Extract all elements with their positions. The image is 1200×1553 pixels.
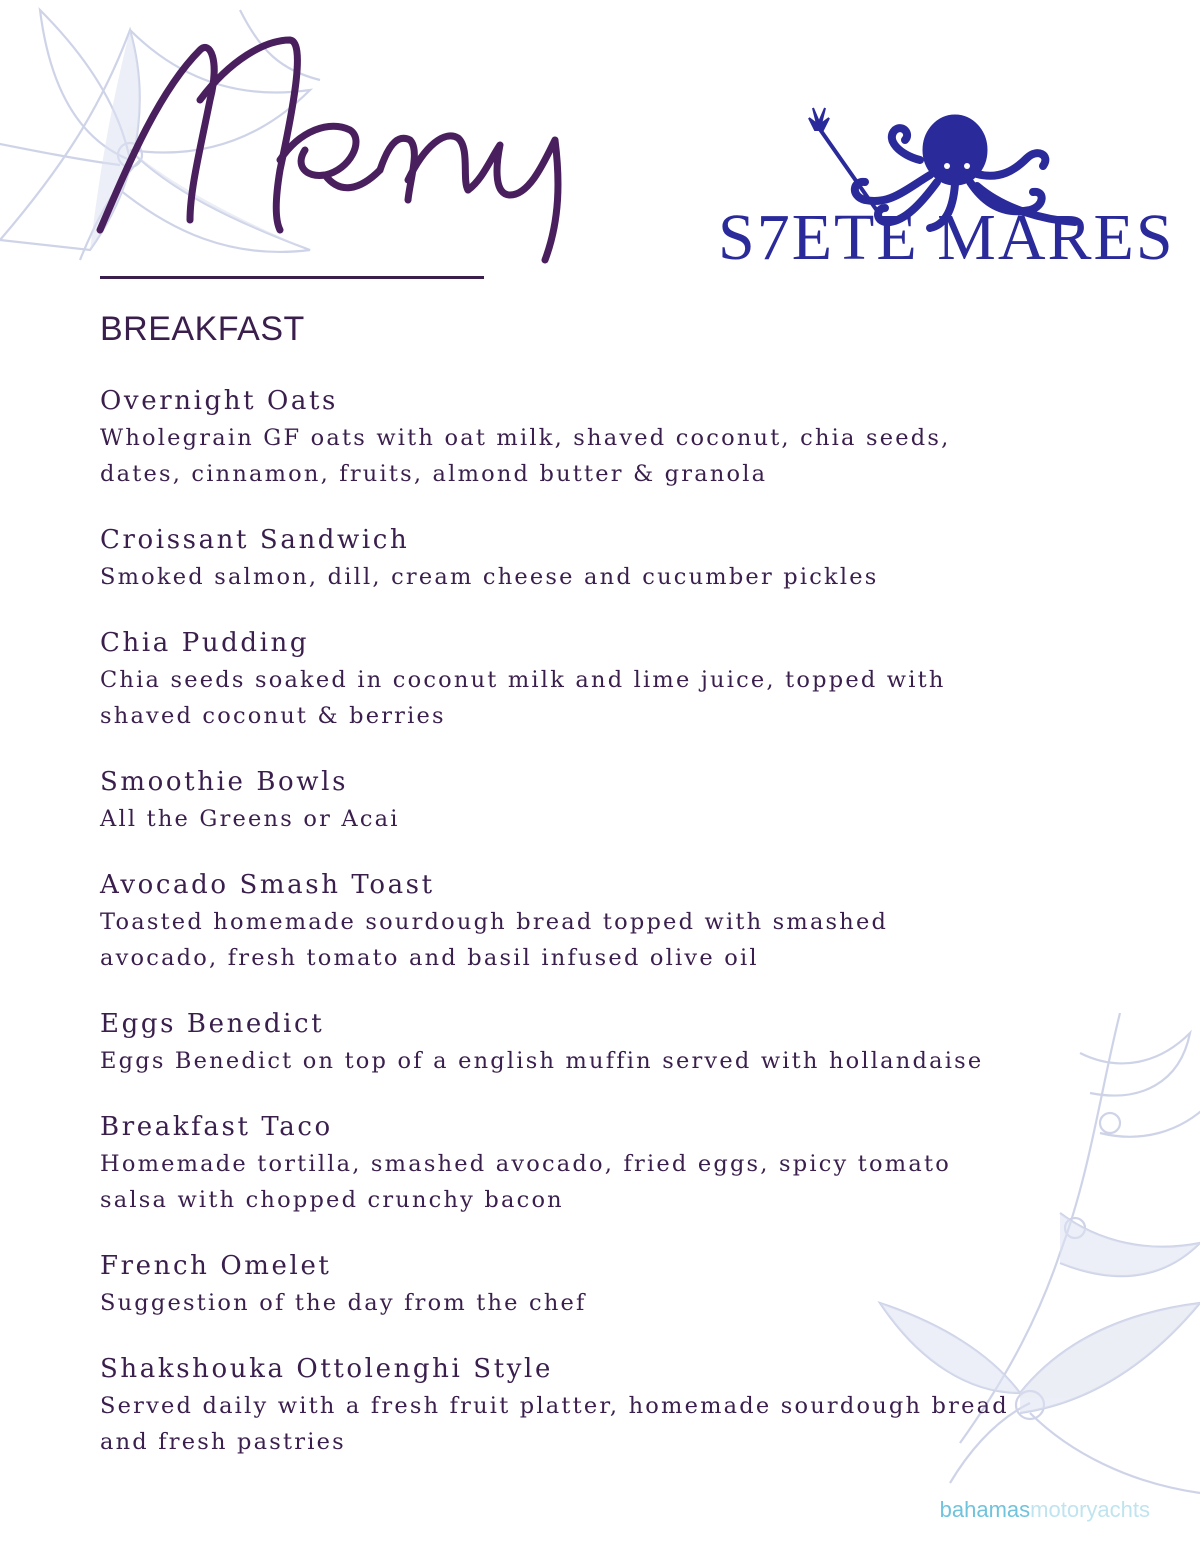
item-name: Eggs Benedict xyxy=(100,1009,325,1039)
menu-item xyxy=(100,382,1140,492)
title-underline xyxy=(100,276,484,279)
item-name: Avocado Smash Toast xyxy=(100,870,435,900)
item-description: Eggs Benedict on top of a english muffin served with hollandaise xyxy=(100,1048,984,1074)
menu-item xyxy=(100,521,1140,595)
item-description: Toasted homemade sourdough bread topped with smashed avocado, fresh tomato and basil infused olive oil xyxy=(100,909,889,971)
menu-item xyxy=(100,1005,1140,1079)
item-description: Suggestion of the day from the chef xyxy=(100,1290,587,1316)
watermark xyxy=(940,1497,1150,1523)
item-name: Smoothie Bowls xyxy=(100,767,349,797)
menu-script-title xyxy=(90,20,610,270)
menu-item xyxy=(100,1350,1140,1460)
item-name: Breakfast Taco xyxy=(100,1112,333,1142)
menu-item xyxy=(100,1108,1140,1218)
item-description: Homemade tortilla, smashed avocado, fried eggs, spicy tomato salsa with chopped crunchy bacon xyxy=(100,1151,951,1213)
watermark-part1: bahamas xyxy=(939,1497,1031,1522)
item-name: Croissant Sandwich xyxy=(100,525,410,555)
item-name: Shakshouka Ottolenghi Style xyxy=(100,1354,553,1384)
menu-item xyxy=(100,866,1140,976)
item-name: French Omelet xyxy=(100,1251,332,1281)
item-name: Overnight Oats xyxy=(100,386,338,416)
item-name: Chia Pudding xyxy=(100,628,310,658)
watermark-part2: motoryachts xyxy=(1030,1497,1150,1522)
menu-item xyxy=(100,1247,1140,1321)
item-description: Wholegrain GF oats with oat milk, shaved coconut, chia seeds, dates, cinnamon, fruits, almond butter & granola xyxy=(100,425,951,487)
item-description: Smoked salmon, dill, cream cheese and cucumber pickles xyxy=(100,564,879,590)
menu-item xyxy=(100,763,1140,837)
item-description: Chia seeds soaked in coconut milk and lime juice, topped with shaved coconut & berries xyxy=(100,667,946,729)
brand-name: S7ETE MARES xyxy=(718,201,1175,274)
menu-item xyxy=(100,624,1140,734)
item-description: All the Greens or Acai xyxy=(100,806,400,832)
menu-list xyxy=(100,382,1140,1489)
section-heading: BREAKFAST xyxy=(100,310,305,348)
item-description: Served daily with a fresh fruit platter, homemade sourdough bread and fresh pastries xyxy=(100,1393,1009,1455)
